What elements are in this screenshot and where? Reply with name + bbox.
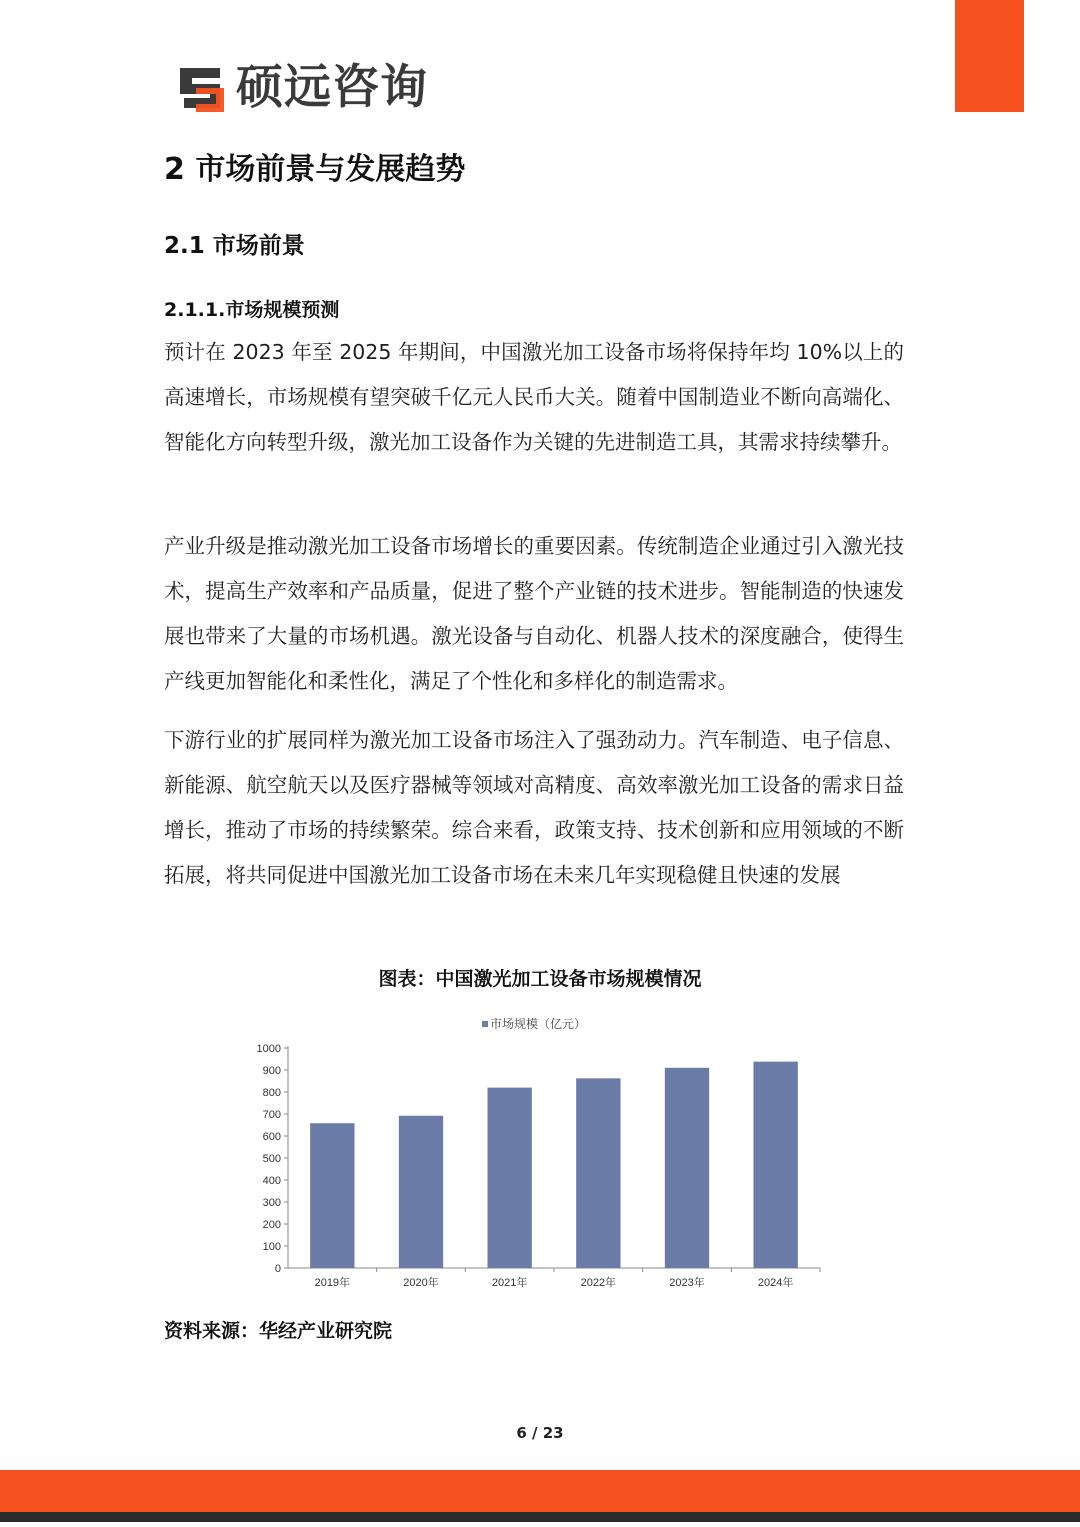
paragraph-1: 预计在 2023 年至 2025 年期间，中国激光加工设备市场将保持年均 10%以上的高速增长，市场规模有望突破千亿元人民币大关。随着中国制造业不断向高端化、智能化方向转型升级，激光加工设备作为关键的先进制造工具，其需求持续攀升。 bbox=[164, 340, 904, 454]
x-tick-label: 2019年 bbox=[314, 1277, 351, 1289]
bar-chart-svg bbox=[240, 1008, 840, 1298]
bar bbox=[665, 1068, 709, 1268]
x-tick-label: 2023年 bbox=[669, 1277, 705, 1289]
corner-accent-block bbox=[955, 0, 1024, 112]
x-tick-label: 2021年 bbox=[491, 1277, 528, 1289]
brand-name: 硕远咨询 bbox=[236, 60, 428, 115]
y-tick-label: 0 bbox=[274, 1263, 281, 1275]
x-tick-label: 2024年 bbox=[757, 1277, 794, 1289]
bar bbox=[754, 1062, 798, 1268]
legend-swatch bbox=[482, 1021, 488, 1027]
y-tick-label: 800 bbox=[262, 1087, 281, 1099]
page-number: 6 / 23 bbox=[516, 1424, 564, 1442]
paragraph-2: 产业升级是推动激光加工设备市场增长的重要因素。传统制造企业通过引入激光技术，提高生产效率和产品质量，促进了整个产业链的技术进步。智能制造的快速发展也带来了大量的市场机遇。激光设备与自动化、机器人技术的深度融合，使得生产线更加智能化和柔性化，满足了个性化和多样化的制造需求。 bbox=[164, 534, 904, 693]
subsection-title: 2.1 市场前景 bbox=[164, 233, 305, 259]
y-tick-label: 300 bbox=[262, 1197, 281, 1209]
brand-logo bbox=[176, 60, 428, 116]
y-tick-label: 500 bbox=[262, 1153, 281, 1165]
logo-mark-icon bbox=[176, 64, 228, 112]
bar bbox=[310, 1123, 354, 1268]
legend-label: 市场规模（亿元） bbox=[490, 1017, 587, 1031]
figure-caption: 图表：中国激光加工设备市场规模情况 bbox=[378, 968, 702, 990]
x-tick-label: 2020年 bbox=[403, 1277, 439, 1289]
footer-dark-line bbox=[0, 1512, 1080, 1522]
y-tick-label: 600 bbox=[262, 1131, 281, 1143]
y-tick-label: 900 bbox=[262, 1065, 281, 1077]
y-tick-label: 400 bbox=[262, 1175, 281, 1187]
y-tick-label: 700 bbox=[262, 1109, 281, 1121]
y-tick-label: 1000 bbox=[256, 1043, 281, 1055]
section-title: 2 市场前景与发展趋势 bbox=[164, 152, 466, 187]
bar bbox=[488, 1088, 532, 1268]
subsubsection-title: 2.1.1.市场规模预测 bbox=[164, 299, 340, 321]
paragraph-3: 下游行业的扩展同样为激光加工设备市场注入了强劲动力。汽车制造、电子信息、新能源、航空航天以及医疗器械等领域对高精度、高效率激光加工设备的需求日益增长，推动了市场的持续繁荣。综合来看，政策支持、技术创新和应用领域的不断拓展，将共同促进中国激光加工设备市场在未来几年实现稳健且快速的发展 bbox=[164, 728, 904, 887]
bar bbox=[399, 1116, 443, 1268]
y-tick-label: 200 bbox=[262, 1219, 281, 1231]
y-tick-label: 100 bbox=[262, 1241, 281, 1253]
x-tick-label: 2022年 bbox=[580, 1277, 617, 1289]
market-size-chart bbox=[240, 1008, 840, 1298]
bar bbox=[576, 1078, 620, 1268]
figure-source: 资料来源：华经产业研究院 bbox=[164, 1320, 393, 1342]
footer-accent-bar bbox=[0, 1470, 1080, 1512]
